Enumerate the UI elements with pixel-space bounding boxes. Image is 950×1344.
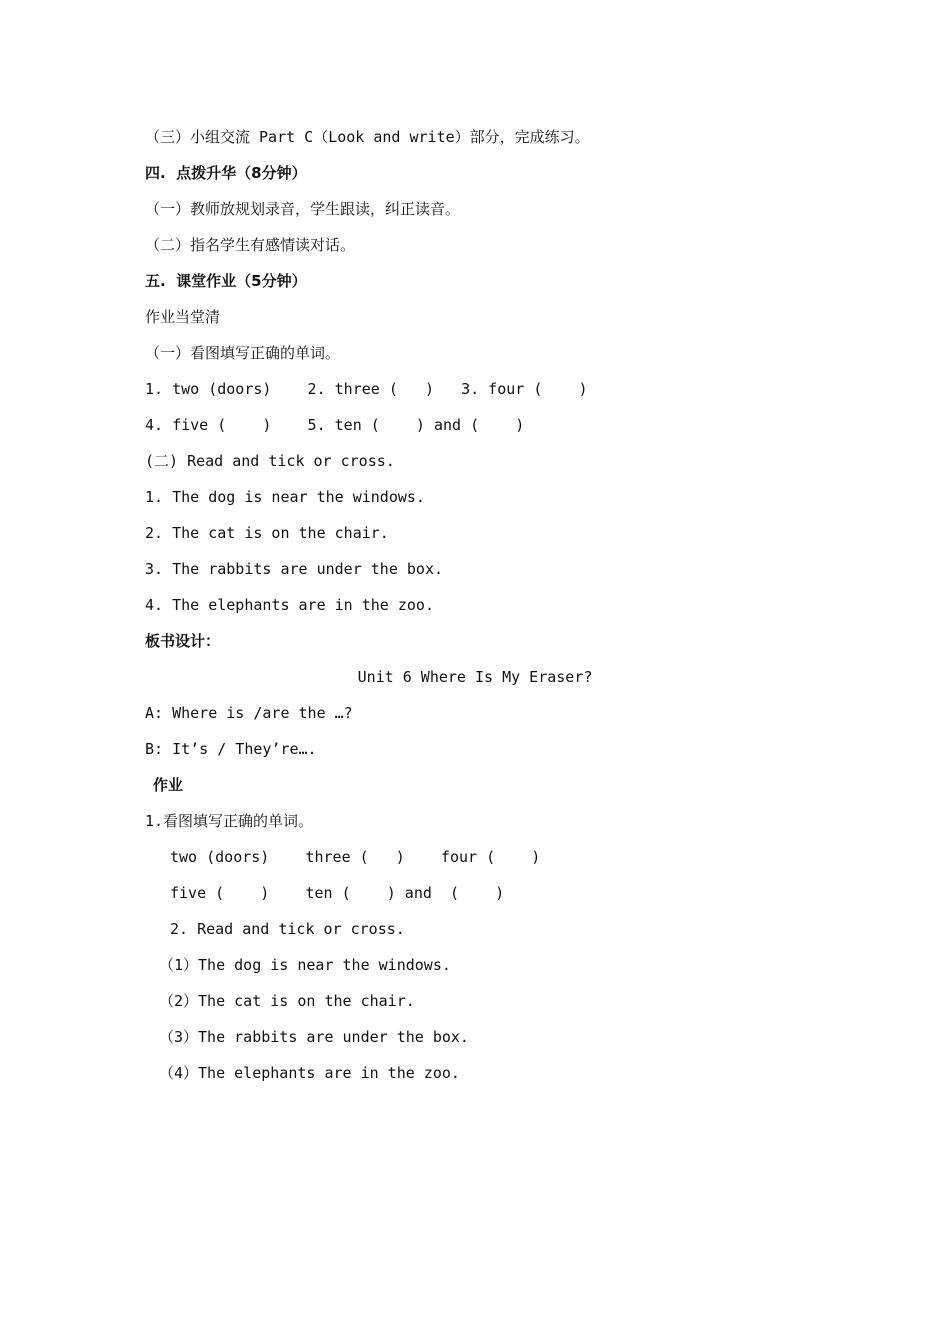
exercise-two-item-2: 2. The cat is on the chair. xyxy=(145,524,389,542)
homework-in-class-label: 作业当堂清 xyxy=(145,308,221,326)
homework-exercise-one-row-2: five ( ) ten ( ) and ( ) xyxy=(170,884,505,902)
homework-exercise-two-item-2: （2）The cat is on the chair. xyxy=(159,992,415,1010)
exercise-one-row-1: 1. two (doors) 2. three ( ) 3. four ( ) xyxy=(145,380,588,398)
homework-exercise-one-row-1: two (doors) three ( ) four ( ) xyxy=(170,848,541,866)
exercise-one-row-2: 4. five ( ) 5. ten ( ) and ( ) xyxy=(145,416,525,434)
teacher-recording-line: （一）教师放规划录音，学生跟读，纠正读音。 xyxy=(145,200,461,218)
unit-title: Unit 6 Where Is My Eraser? xyxy=(357,668,593,686)
section-four-heading: 四. 点拨升华（8分钟） xyxy=(145,164,307,182)
section-five-heading: 五. 课堂作业（5分钟） xyxy=(145,272,307,290)
group-exchange-line: （三）小组交流 Part C（Look and write）部分，完成练习。 xyxy=(145,128,590,146)
homework-exercise-two-item-3: （3）The rabbits are under the box. xyxy=(159,1028,469,1046)
exercise-one-heading: （一）看图填写正确的单词。 xyxy=(145,344,341,362)
homework-heading: 作业 xyxy=(153,776,184,794)
homework-exercise-two-item-1: （1）The dog is near the windows. xyxy=(159,956,451,974)
student-reading-line: （二）指名学生有感情读对话。 xyxy=(145,236,356,254)
exercise-two-heading: (二) Read and tick or cross. xyxy=(145,452,395,470)
homework-exercise-one-heading: 1.看图填写正确的单词。 xyxy=(145,812,314,830)
homework-exercise-two-heading: 2. Read and tick or cross. xyxy=(170,920,405,938)
exercise-two-item-4: 4. The elephants are in the zoo. xyxy=(145,596,434,614)
exercise-two-item-3: 3. The rabbits are under the box. xyxy=(145,560,444,578)
homework-exercise-two-item-4: （4）The elephants are in the zoo. xyxy=(159,1064,460,1082)
exercise-two-item-1: 1. The dog is near the windows. xyxy=(145,488,425,506)
dialogue-line-a: A: Where is /are the …? xyxy=(145,704,353,722)
dialogue-line-b: B: It’s / They’re…. xyxy=(145,740,317,758)
blackboard-design-heading: 板书设计： xyxy=(145,632,221,650)
